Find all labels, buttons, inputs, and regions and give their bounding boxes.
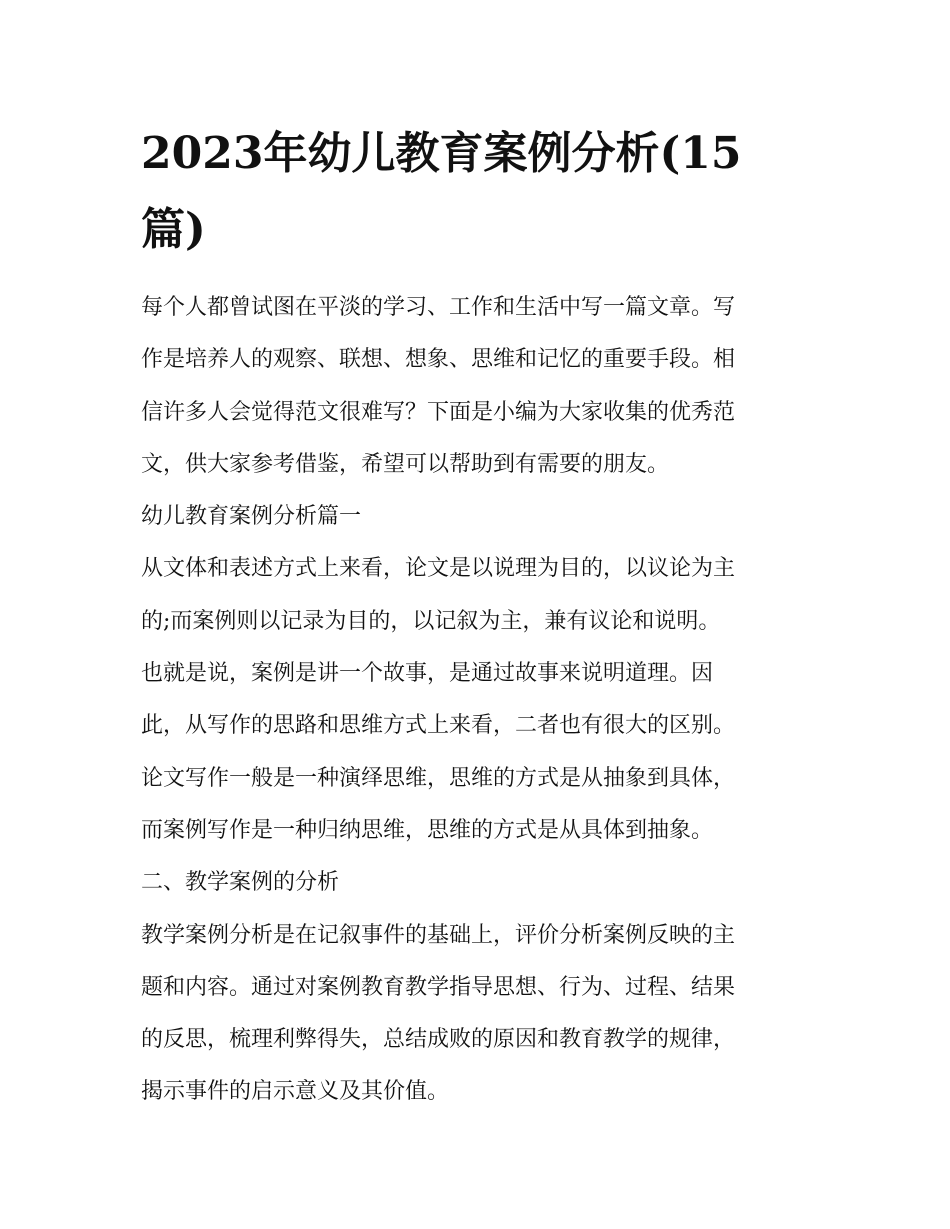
- text-line: 文，供大家参考借鉴，希望可以帮助到有需要的朋友。: [141, 451, 670, 477]
- intro-paragraph: [141, 282, 821, 491]
- text-line: 信许多人会觉得范文很难写？下面是小编为大家收集的优秀范: [141, 399, 736, 425]
- text-line: 揭示事件的启示意义及其价值。: [141, 1079, 450, 1105]
- text-line: 的反思，梳理利弊得失，总结成败的原因和教育教学的规律，: [141, 1027, 736, 1053]
- text-line: 幼儿教育案例分析篇一: [141, 504, 362, 530]
- text-line: 教学案例分析是在记叙事件的基础上，评价分析案例反映的主: [141, 922, 736, 948]
- text-line: 从文体和表述方式上来看，论文是以说理为目的，以议论为主: [141, 556, 736, 582]
- title-line: 2023年幼儿教育案例分析(15: [141, 128, 742, 179]
- section-heading: [141, 857, 821, 909]
- text-line: 此，从写作的思路和思维方式上来看，二者也有很大的区别。: [141, 713, 736, 739]
- text-line: 也就是说，案例是讲一个故事，是通过故事来说明道理。因: [141, 661, 714, 687]
- text-line: 而案例写作是一种归纳思维，思维的方式是从具体到抽象。: [141, 817, 714, 843]
- document-title: [141, 116, 821, 268]
- text-line: 的;而案例则以记录为目的，以记叙为主，兼有议论和说明。: [141, 608, 721, 634]
- body-paragraph: [141, 910, 821, 1119]
- text-line: 二、教学案例的分析: [141, 870, 340, 896]
- text-line: 论文写作一般是一种演绎思维，思维的方式是从抽象到具体，: [141, 765, 736, 791]
- text-line: 每个人都曾试图在平淡的学习、工作和生活中写一篇文章。写: [141, 295, 736, 320]
- section-heading: [141, 491, 821, 543]
- body-paragraph: [141, 543, 821, 857]
- document-body: [141, 282, 821, 1119]
- title-line: 篇): [141, 204, 206, 255]
- text-line: 题和内容。通过对案例教育教学指导思想、行为、过程、结果: [141, 974, 736, 1000]
- text-line: 作是培养人的观察、联想、想象、思维和记忆的重要手段。相: [141, 347, 736, 373]
